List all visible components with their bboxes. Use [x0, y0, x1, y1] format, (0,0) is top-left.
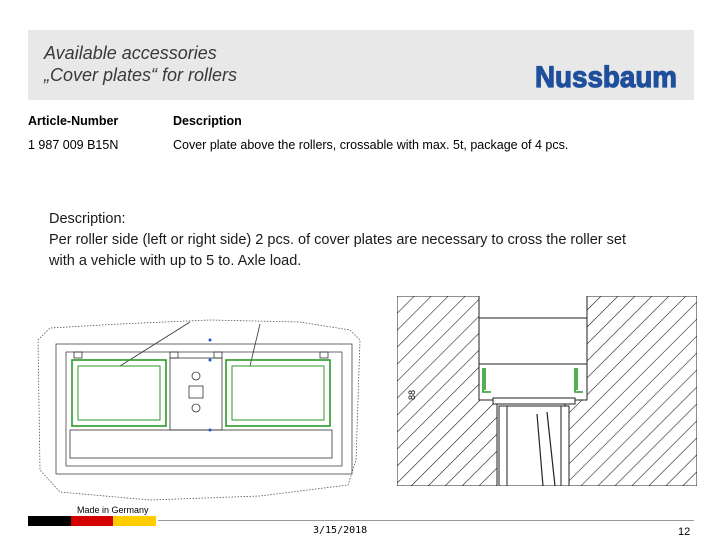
page-number: 12 [678, 526, 691, 538]
title-line-2: „Cover plates“ for rollers [44, 65, 238, 85]
german-flag-bar [28, 516, 156, 526]
title-line-1: Available accessories [44, 43, 217, 63]
slide-title [44, 42, 237, 86]
flag-red-stripe [71, 516, 114, 526]
nussbaum-logo [533, 58, 679, 94]
flag-black-stripe [28, 516, 71, 526]
footer-divider [158, 520, 694, 521]
description-line-1: Per roller side (left or right side) 2 pcs. of cover plates are necessary to cross the roller set [49, 232, 627, 248]
article-number-cell: 1 987 009 B15N [28, 138, 119, 152]
description-block [49, 209, 709, 272]
column-header-description: Description [173, 114, 242, 128]
made-in-germany-label: Made in Germany [77, 505, 149, 515]
flag-gold-stripe [113, 516, 156, 526]
section-view-drawing [397, 296, 697, 486]
logo-text: Nussbaum [535, 61, 677, 94]
footer-date: 3/15/2018 [313, 525, 368, 536]
dimension-label: 88 [407, 389, 417, 400]
description-cell: Cover plate above the rollers, crossable with max. 5t, package of 4 pcs. [173, 138, 569, 152]
description-heading: Description: [49, 211, 126, 227]
description-line-2: with a vehicle with up to 5 to. Axle load. [49, 253, 302, 269]
column-header-article: Article-Number [28, 114, 119, 128]
top-view-drawing [30, 310, 366, 510]
